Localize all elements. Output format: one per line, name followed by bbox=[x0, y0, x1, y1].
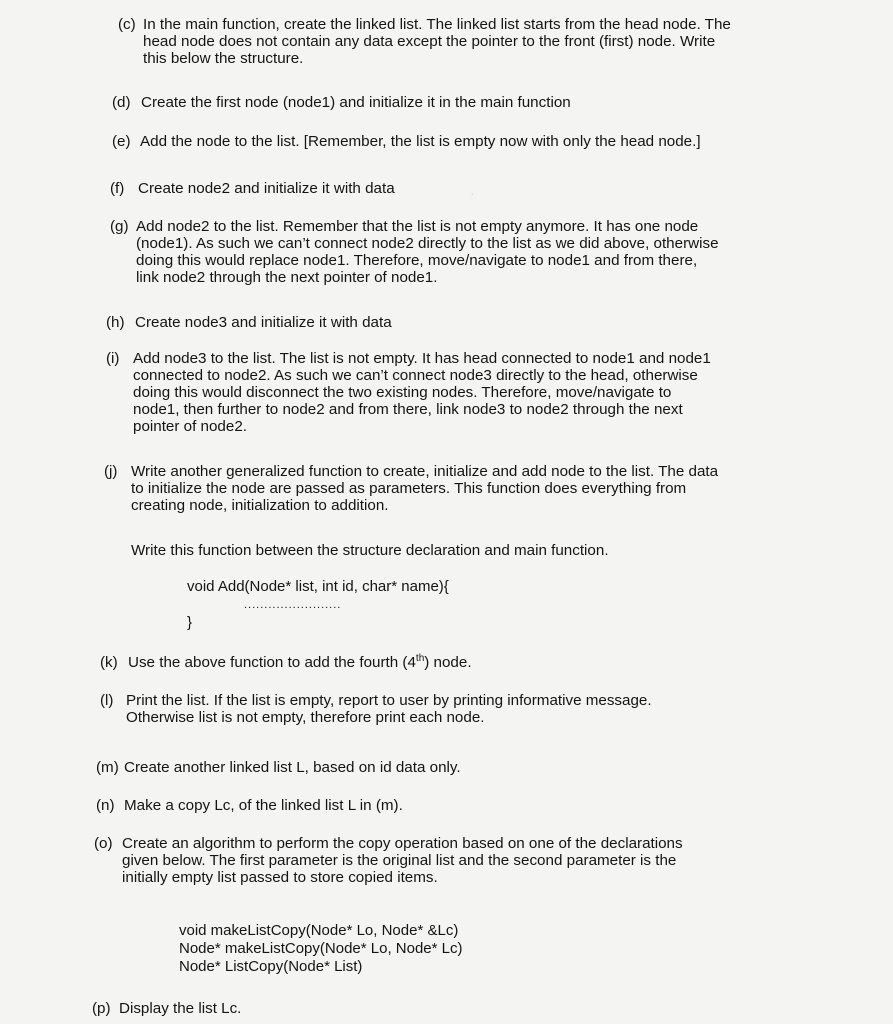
item-text bbox=[141, 94, 571, 111]
item-label: (m) bbox=[96, 759, 119, 776]
declaration-line: Node* ListCopy(Node* List) bbox=[179, 958, 363, 975]
text-line: connected to node2. As such we can’t connect node3 directly to the head, otherwise bbox=[133, 367, 698, 384]
text-line: head node does not contain any data except the pointer to the front (first) node. Write bbox=[143, 33, 716, 50]
item-label: (p) bbox=[92, 1000, 111, 1017]
text-line bbox=[128, 654, 472, 671]
text-line: Make a copy Lc, of the linked list L in (m). bbox=[124, 797, 403, 814]
add-function-body-dots: ........................ bbox=[244, 599, 342, 611]
text-line: given below. The first parameter is the original list and the second parameter is the bbox=[122, 852, 677, 869]
item-label: (o) bbox=[94, 835, 113, 852]
item-text bbox=[136, 218, 719, 286]
text-line: this below the structure. bbox=[143, 50, 304, 67]
item-label: (k) bbox=[100, 654, 118, 671]
item-text bbox=[131, 463, 718, 514]
text-after: ) node. bbox=[424, 654, 472, 671]
declaration-line: Node* makeListCopy(Node* Lo, Node* Lc) bbox=[179, 940, 463, 957]
copy-function-declarations bbox=[179, 922, 462, 976]
text-line: Create an algorithm to perform the copy operation based on one of the declarations bbox=[122, 835, 683, 852]
item-text bbox=[133, 350, 711, 435]
item-label: (f) bbox=[110, 180, 125, 197]
item-label: (d) bbox=[112, 94, 131, 111]
text-line: pointer of node2. bbox=[133, 418, 247, 435]
item-label: (g) bbox=[110, 218, 129, 235]
item-text bbox=[122, 835, 683, 886]
item-label: (l) bbox=[100, 692, 114, 709]
item-text bbox=[140, 133, 701, 150]
item-text bbox=[119, 1000, 241, 1017]
text-line: Add node2 to the list. Remember that the list is not empty anymore. It has one node bbox=[136, 218, 699, 235]
item-text bbox=[138, 180, 395, 197]
text-line: Create node3 and initialize it with data bbox=[135, 314, 392, 331]
add-function-code bbox=[187, 578, 449, 632]
bleed-through-mark: · bbox=[470, 185, 475, 201]
text-before: Use the above function to add the fourth (4 bbox=[128, 654, 416, 671]
text-line: Write another generalized function to create, initialize and add node to the list. The data bbox=[131, 463, 719, 480]
text-line: (node1). As such we can’t connect node2 directly to the list as we did above, otherwise bbox=[136, 235, 719, 252]
item-text bbox=[128, 654, 472, 671]
add-function-signature: void Add(Node* list, int id, char* name){ bbox=[187, 578, 449, 595]
text-line: doing this would replace node1. Therefore, move/navigate to node1 and from there, bbox=[136, 252, 698, 269]
item-label: (j) bbox=[104, 463, 118, 480]
item-label: (c) bbox=[118, 16, 136, 33]
item-text bbox=[124, 759, 461, 776]
text-line: Add the node to the list. [Remember, the list is empty now with only the head node.] bbox=[140, 133, 701, 150]
text-line: In the main function, create the linked list. The linked list starts from the head node. The bbox=[143, 16, 731, 33]
text-line: initially empty list passed to store copied items. bbox=[122, 869, 438, 886]
text-line: Create the first node (node1) and initialize it in the main function bbox=[141, 94, 571, 111]
item-text bbox=[135, 314, 392, 331]
item-text bbox=[124, 797, 403, 814]
item-text bbox=[126, 692, 652, 726]
text-line: Print the list. If the list is empty, report to user by printing informative message. bbox=[126, 692, 652, 709]
item-text bbox=[143, 16, 731, 67]
text-line: Create node2 and initialize it with data bbox=[138, 180, 395, 197]
text-line: Create another linked list L, based on id data only. bbox=[124, 759, 461, 776]
item-label: (h) bbox=[106, 314, 125, 331]
item-label: (i) bbox=[106, 350, 120, 367]
add-function-close: } bbox=[187, 614, 193, 631]
item-j-note: Write this function between the structure declaration and main function. bbox=[131, 542, 609, 559]
text-line: creating node, initialization to addition. bbox=[131, 497, 389, 514]
text-line: to initialize the node are passed as parameters. This function does everything from bbox=[131, 480, 687, 497]
declaration-line: void makeListCopy(Node* Lo, Node* &Lc) bbox=[179, 922, 459, 939]
ordinal-suffix: th bbox=[415, 652, 425, 664]
text-line: doing this would disconnect the two existing nodes. Therefore, move/navigate to bbox=[133, 384, 672, 401]
text-line: Otherwise list is not empty, therefore print each node. bbox=[126, 709, 485, 726]
item-label: (e) bbox=[112, 133, 131, 150]
text-line: node1, then further to node2 and from there, link node3 to node2 through the next bbox=[133, 401, 683, 418]
text-line: Display the list Lc. bbox=[119, 1000, 242, 1017]
text-line: Add node3 to the list. The list is not empty. It has head connected to node1 and node1 bbox=[133, 350, 711, 367]
item-label: (n) bbox=[96, 797, 115, 814]
text-line: link node2 through the next pointer of node1. bbox=[136, 269, 438, 286]
